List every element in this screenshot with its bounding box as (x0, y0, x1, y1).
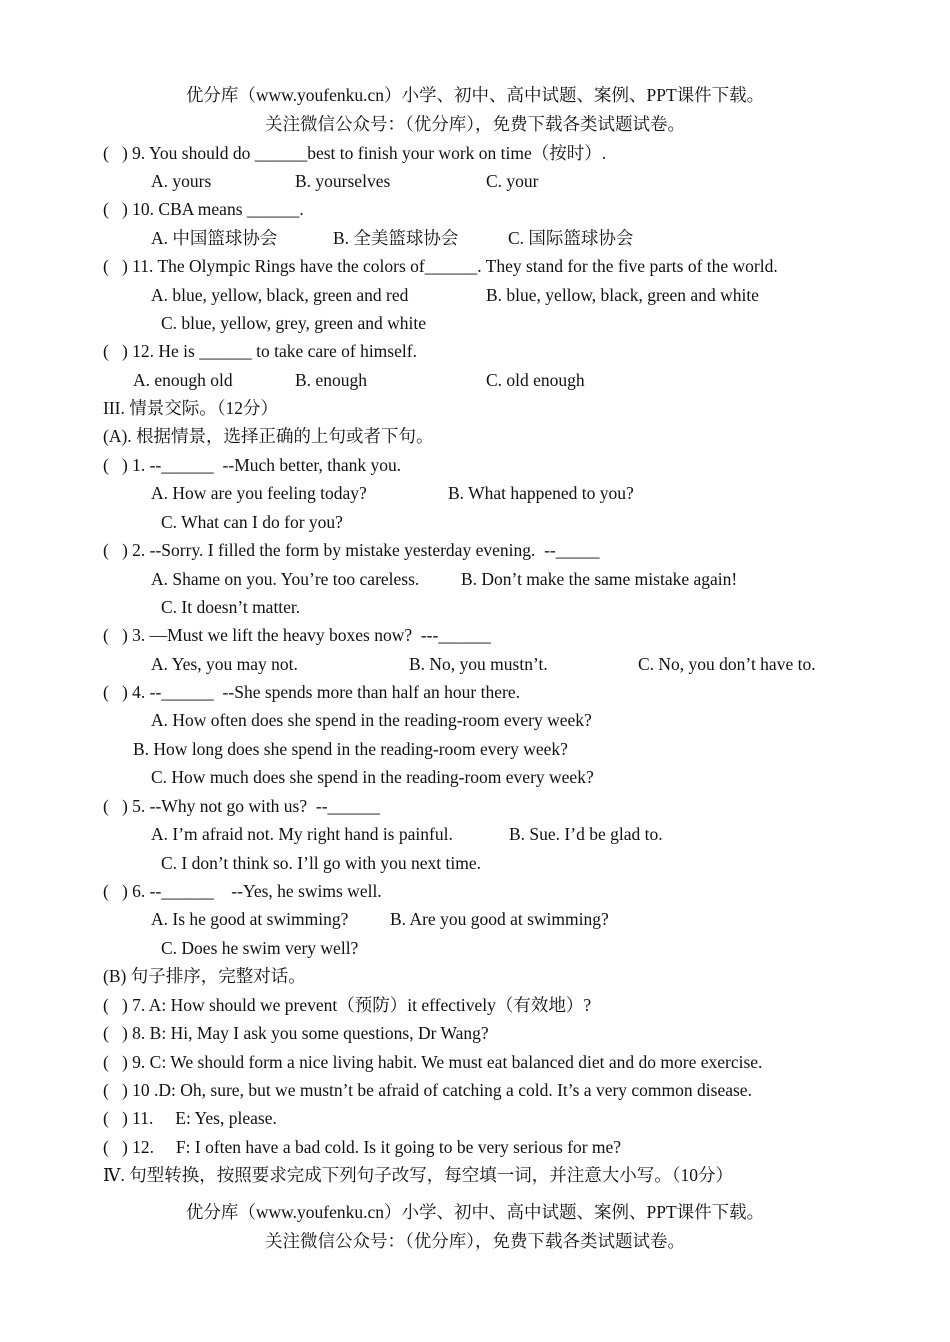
ordering-item-9: ( ) 9. C: We should form a nice living habit. We must eat balanced diet and do more exercise. (103, 1052, 763, 1072)
footer-line-2: 关注微信公众号：（优分库），免费下载各类试题试卷。 (265, 1231, 685, 1251)
footer-line-1: 优分库（www.youfenku.cn）小学、初中、高中试题、案例、PPT课件下载。 (185, 1202, 765, 1222)
header-line-1: 优分库（www.youfenku.cn）小学、初中、高中试题、案例、PPT课件下载。 (185, 85, 765, 105)
dialogue-6-option-b: B. Are you good at swimming? (390, 909, 609, 929)
question-10-option-a: A. 中国篮球协会 (151, 228, 278, 248)
dialogue-2-option-b: B. Don’t make the same mistake again! (461, 569, 738, 589)
dialogue-6-option-c: C. Does he swim very well? (161, 938, 359, 958)
dialogue-3-option-b: B. No, you mustn’t. (409, 654, 548, 674)
question-9-option-b: B. yourselves (295, 171, 391, 191)
question-11-option-a: A. blue, yellow, black, green and red (151, 285, 409, 305)
dialogue-1-stem: ( ) 1. --______ --Much better, thank you. (103, 455, 402, 475)
question-12-option-a: A. enough old (133, 370, 233, 390)
question-10-option-c: C. 国际篮球协会 (508, 228, 634, 248)
question-11-stem: ( ) 11. The Olympic Rings have the colors of______. They stand for the five parts of the world. (103, 256, 778, 276)
question-11-option-c: C. blue, yellow, grey, green and white (161, 313, 427, 333)
dialogue-3-option-a: A. Yes, you may not. (151, 654, 298, 674)
dialogue-3-option-c: C. No, you don’t have to. (638, 654, 816, 674)
question-12-option-b: B. enough (295, 370, 367, 390)
dialogue-4-option-b: B. How long does she spend in the reading-room every week? (133, 739, 568, 759)
dialogue-5-option-b: B. Sue. I’d be glad to. (509, 824, 663, 844)
dialogue-1-option-a: A. How are you feeling today? (151, 483, 367, 503)
section-3-title: III. 情景交际。（12分） (103, 398, 278, 418)
section-3-part-b-title: (B) 句子排序，完整对话。 (103, 966, 306, 986)
section-4-title: Ⅳ. 句型转换，按照要求完成下列句子改写，每空填一词，并注意大小写。（10分） (103, 1165, 733, 1185)
ordering-item-8: ( ) 8. B: Hi, May I ask you some questions, Dr Wang? (103, 1023, 489, 1043)
dialogue-4-option-a: A. How often does she spend in the reading-room every week? (151, 710, 592, 730)
ordering-item-10: ( ) 10 .D: Oh, sure, but we mustn’t be afraid of catching a cold. It’s a very common disease. (103, 1080, 752, 1100)
dialogue-5-stem: ( ) 5. --Why not go with us? --______ (103, 796, 381, 816)
ordering-item-7: ( ) 7. A: How should we prevent（预防）it effectively（有效地）? (103, 995, 592, 1015)
dialogue-4-stem: ( ) 4. --______ --She spends more than half an hour there. (103, 682, 520, 702)
question-11-option-b: B. blue, yellow, black, green and white (486, 285, 759, 305)
question-12-stem: ( ) 12. He is ______ to take care of himself. (103, 341, 417, 361)
question-12-option-c: C. old enough (486, 370, 585, 390)
dialogue-4-option-c: C. How much does she spend in the reading-room every week? (151, 767, 594, 787)
question-9-option-c: C. your (486, 171, 539, 191)
dialogue-5-option-c: C. I don’t think so. I’ll go with you next time. (161, 853, 482, 873)
question-10-stem: ( ) 10. CBA means ______. (103, 199, 304, 219)
dialogue-6-stem: ( ) 6. --______ --Yes, he swims well. (103, 881, 382, 901)
ordering-item-12: ( ) 12. F: I often have a bad cold. Is it going to be very serious for me? (103, 1137, 622, 1157)
header-line-2: 关注微信公众号：（优分库），免费下载各类试题试卷。 (265, 114, 685, 134)
dialogue-3-stem: ( ) 3. —Must we lift the heavy boxes now? ---______ (103, 625, 491, 645)
dialogue-2-option-a: A. Shame on you. You’re too careless. (151, 569, 420, 589)
dialogue-5-option-a: A. I’m afraid not. My right hand is painful. (151, 824, 453, 844)
section-3-part-a-title: (A). 根据情景，选择正确的上句或者下句。 (103, 426, 434, 446)
question-10-option-b: B. 全美篮球协会 (333, 228, 459, 248)
dialogue-1-option-c: C. What can I do for you? (161, 512, 343, 532)
dialogue-2-option-c: C. It doesn’t matter. (161, 597, 301, 617)
ordering-item-11: ( ) 11. E: Yes, please. (103, 1108, 277, 1128)
dialogue-1-option-b: B. What happened to you? (448, 483, 634, 503)
dialogue-6-option-a: A. Is he good at swimming? (151, 909, 349, 929)
dialogue-2-stem: ( ) 2. --Sorry. I filled the form by mistake yesterday evening. --_____ (103, 540, 600, 560)
question-9-option-a: A. yours (151, 171, 212, 191)
question-9-stem: ( ) 9. You should do ______best to finish your work on time（按时）. (103, 143, 607, 163)
